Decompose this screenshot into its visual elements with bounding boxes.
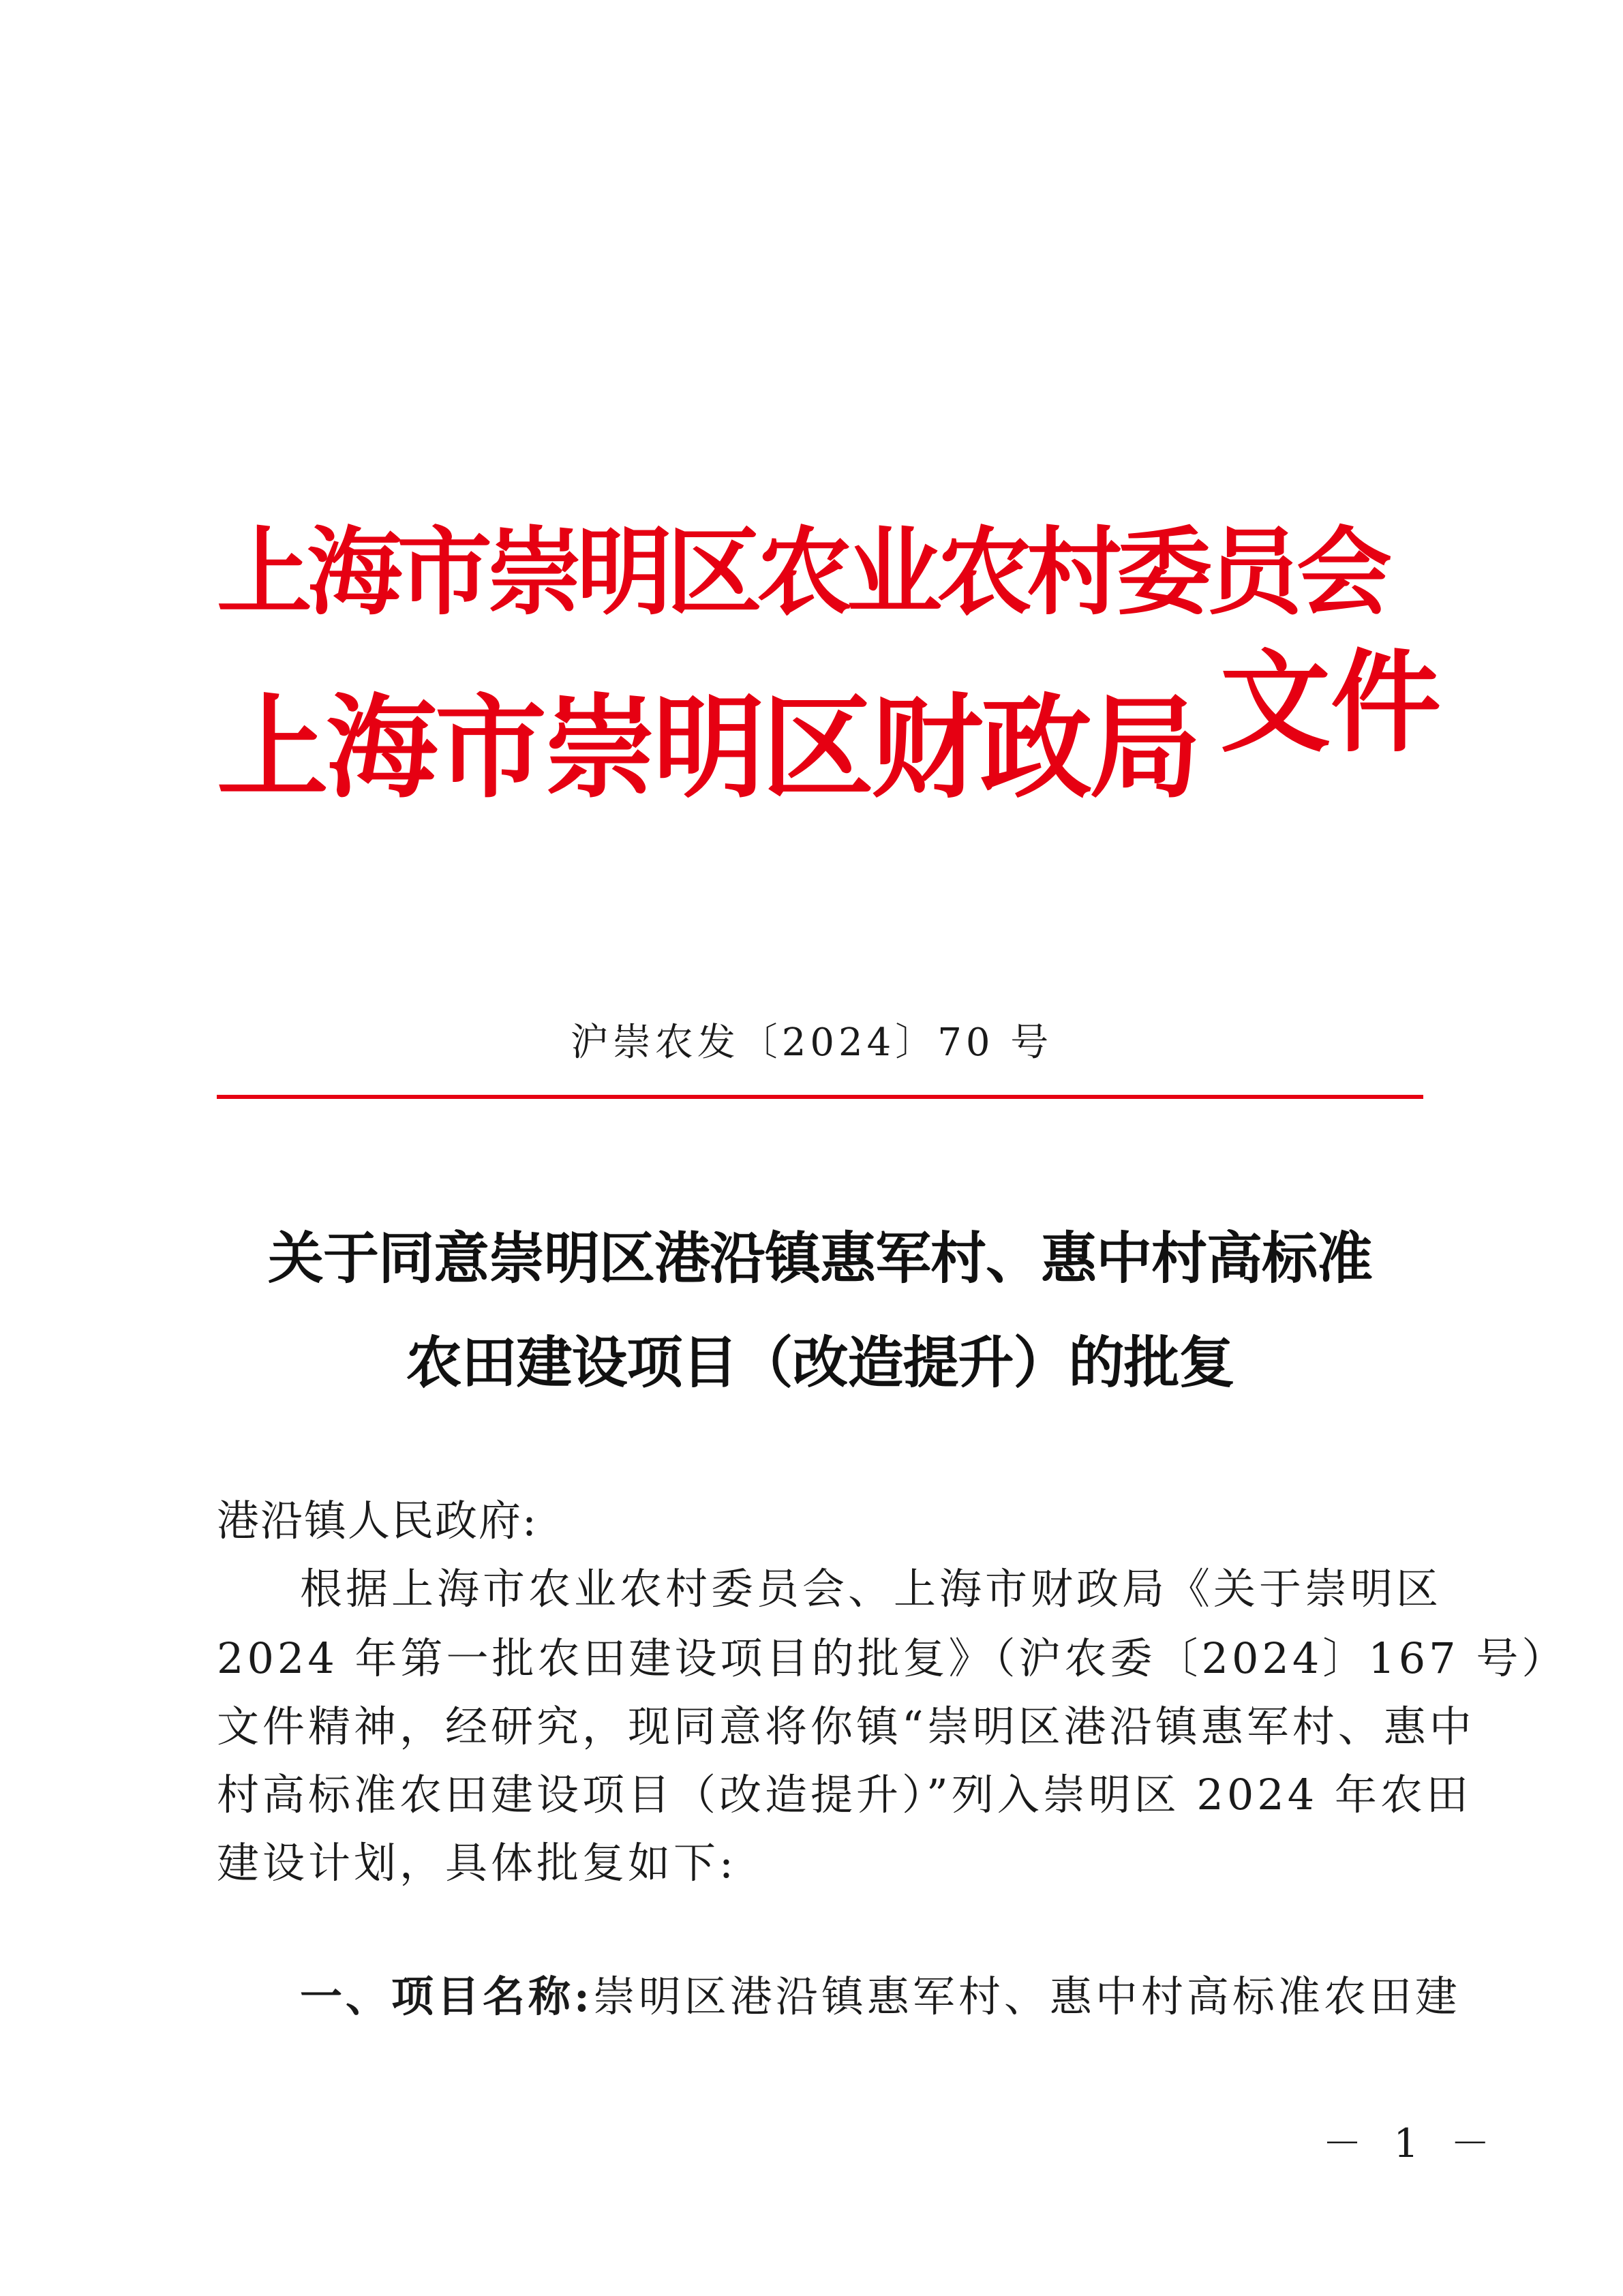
document-number: 沪崇农发〔2024〕70 号 bbox=[570, 1021, 1053, 1065]
paragraph-line: 文件精神，经研究，现同意将你镇“崇明区港沿镇惠军村、惠中 bbox=[217, 1702, 1475, 1751]
item-1-label: 一、项目名称: bbox=[300, 1972, 593, 2021]
paragraph-line: 建设计划，具体批复如下: bbox=[217, 1838, 737, 1888]
red-separator-line bbox=[217, 1095, 1423, 1099]
issuer-name-finance-bureau: 上海市崇明区财政局 bbox=[217, 682, 1199, 813]
item-1-text: 崇明区港沿镇惠军村、惠中村高标准农田建 bbox=[592, 1972, 1461, 2021]
paragraph-line: 根据上海市农业农村委员会、上海市财政局《关于崇明区 bbox=[300, 1564, 1442, 1614]
document-title-line-2: 农田建设项目（改造提升）的批复 bbox=[406, 1330, 1234, 1395]
paragraph-line: 2024 年第一批农田建设项目的批复》（沪农委〔2024〕167 号） bbox=[217, 1633, 1568, 1683]
document-title-line-1: 关于同意崇明区港沿镇惠军村、惠中村高标准 bbox=[267, 1226, 1372, 1291]
salutation: 港沿镇人民政府: bbox=[217, 1496, 538, 1545]
item-1-project-name bbox=[300, 1972, 1506, 2021]
paragraph-line: 村高标准农田建设项目（改造提升）”列入崇明区 2024 年农田 bbox=[217, 1770, 1472, 1819]
issuer-name-agriculture-committee: 上海市崇明区农业农村委员会 bbox=[217, 517, 1387, 629]
document-type-label: 文件 bbox=[1220, 638, 1441, 768]
page-number: － 1 － bbox=[1322, 2120, 1500, 2166]
